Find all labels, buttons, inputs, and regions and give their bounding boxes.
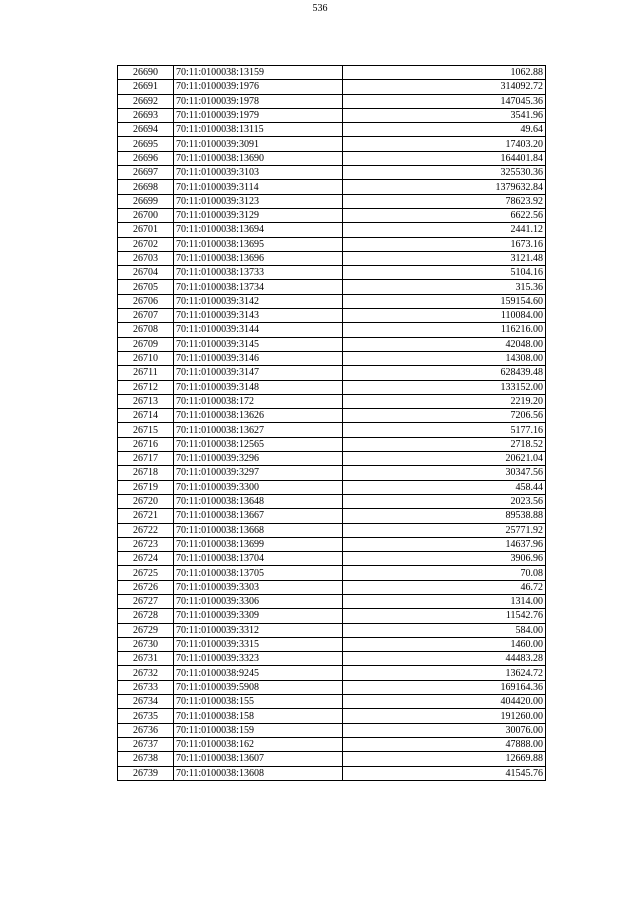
row-number: 26713 xyxy=(118,394,174,408)
row-number: 26700 xyxy=(118,208,174,222)
table-row xyxy=(118,480,546,494)
value-cell: 404420.00 xyxy=(343,695,546,709)
row-number: 26699 xyxy=(118,194,174,208)
value-cell: 2441.12 xyxy=(343,223,546,237)
row-number: 26726 xyxy=(118,580,174,594)
cadastral-number: 70:11:0100039:1979 xyxy=(174,108,343,122)
cadastral-number: 70:11:0100038:13695 xyxy=(174,237,343,251)
table-row xyxy=(118,752,546,766)
table-row xyxy=(118,666,546,680)
cadastral-number: 70:11:0100039:1976 xyxy=(174,80,343,94)
row-number: 26710 xyxy=(118,351,174,365)
cadastral-number: 70:11:0100039:3147 xyxy=(174,366,343,380)
cadastral-number: 70:11:0100039:3315 xyxy=(174,637,343,651)
value-cell: 147045.36 xyxy=(343,94,546,108)
cadastral-number: 70:11:0100038:13705 xyxy=(174,566,343,580)
page-number: 536 xyxy=(312,3,328,14)
table-row xyxy=(118,323,546,337)
value-cell: 11542.76 xyxy=(343,609,546,623)
cadastral-number: 70:11:0100039:1978 xyxy=(174,94,343,108)
row-number: 26731 xyxy=(118,652,174,666)
row-number: 26733 xyxy=(118,680,174,694)
table-row xyxy=(118,423,546,437)
row-number: 26718 xyxy=(118,466,174,480)
row-number: 26697 xyxy=(118,166,174,180)
value-cell: 159154.60 xyxy=(343,294,546,308)
table-row xyxy=(118,523,546,537)
table-row xyxy=(118,652,546,666)
table-row xyxy=(118,394,546,408)
value-cell: 3906.96 xyxy=(343,552,546,566)
table-row xyxy=(118,223,546,237)
value-cell: 89538.88 xyxy=(343,509,546,523)
row-number: 26711 xyxy=(118,366,174,380)
row-number: 26702 xyxy=(118,237,174,251)
value-cell: 325530.36 xyxy=(343,166,546,180)
table-row xyxy=(118,723,546,737)
table-row xyxy=(118,194,546,208)
cadastral-number: 70:11:0100038:155 xyxy=(174,695,343,709)
data-table xyxy=(117,65,546,781)
cadastral-number: 70:11:0100039:3129 xyxy=(174,208,343,222)
value-cell: 17403.20 xyxy=(343,137,546,151)
cadastral-number: 70:11:0100039:3296 xyxy=(174,452,343,466)
cadastral-number: 70:11:0100038:158 xyxy=(174,709,343,723)
table-row xyxy=(118,552,546,566)
table-row xyxy=(118,409,546,423)
cadastral-number: 70:11:0100039:3123 xyxy=(174,194,343,208)
value-cell: 1314.00 xyxy=(343,594,546,608)
value-cell: 25771.92 xyxy=(343,523,546,537)
table-row xyxy=(118,637,546,651)
cadastral-number: 70:11:0100039:3145 xyxy=(174,337,343,351)
value-cell: 169164.36 xyxy=(343,680,546,694)
cadastral-number: 70:11:0100038:13734 xyxy=(174,280,343,294)
value-cell: 5104.16 xyxy=(343,266,546,280)
cadastral-number: 70:11:0100039:3300 xyxy=(174,480,343,494)
value-cell: 1460.00 xyxy=(343,637,546,651)
value-cell: 2219.20 xyxy=(343,394,546,408)
row-number: 26729 xyxy=(118,623,174,637)
table-row xyxy=(118,466,546,480)
table-row xyxy=(118,366,546,380)
cadastral-number: 70:11:0100039:3146 xyxy=(174,351,343,365)
value-cell: 1673.16 xyxy=(343,237,546,251)
cadastral-number: 70:11:0100038:13733 xyxy=(174,266,343,280)
table-row xyxy=(118,280,546,294)
value-cell: 584.00 xyxy=(343,623,546,637)
table-row xyxy=(118,208,546,222)
row-number: 26709 xyxy=(118,337,174,351)
cadastral-number: 70:11:0100038:13626 xyxy=(174,409,343,423)
table-row xyxy=(118,94,546,108)
value-cell: 3541.96 xyxy=(343,108,546,122)
cadastral-number: 70:11:0100039:3297 xyxy=(174,466,343,480)
table-row xyxy=(118,594,546,608)
value-cell: 41545.76 xyxy=(343,766,546,780)
cadastral-number: 70:11:0100039:3143 xyxy=(174,309,343,323)
row-number: 26703 xyxy=(118,251,174,265)
row-number: 26715 xyxy=(118,423,174,437)
cadastral-number: 70:11:0100038:13667 xyxy=(174,509,343,523)
cadastral-number: 70:11:0100038:9245 xyxy=(174,666,343,680)
table-row xyxy=(118,680,546,694)
cadastral-number: 70:11:0100039:3103 xyxy=(174,166,343,180)
row-number: 26721 xyxy=(118,509,174,523)
row-number: 26732 xyxy=(118,666,174,680)
value-cell: 2718.52 xyxy=(343,437,546,451)
value-cell: 13624.72 xyxy=(343,666,546,680)
row-number: 26727 xyxy=(118,594,174,608)
value-cell: 1062.88 xyxy=(343,66,546,80)
cadastral-number: 70:11:0100039:3306 xyxy=(174,594,343,608)
row-number: 26720 xyxy=(118,494,174,508)
row-number: 26717 xyxy=(118,452,174,466)
cadastral-number: 70:11:0100039:3312 xyxy=(174,623,343,637)
table-row xyxy=(118,737,546,751)
row-number: 26723 xyxy=(118,537,174,551)
cadastral-number: 70:11:0100039:3091 xyxy=(174,137,343,151)
value-cell: 5177.16 xyxy=(343,423,546,437)
table-row xyxy=(118,623,546,637)
table-row xyxy=(118,609,546,623)
value-cell: 1379632.84 xyxy=(343,180,546,194)
cadastral-number: 70:11:0100038:172 xyxy=(174,394,343,408)
row-number: 26739 xyxy=(118,766,174,780)
value-cell: 315.36 xyxy=(343,280,546,294)
row-number: 26734 xyxy=(118,695,174,709)
value-cell: 49.64 xyxy=(343,123,546,137)
table-row xyxy=(118,509,546,523)
row-number: 26694 xyxy=(118,123,174,137)
value-cell: 458.44 xyxy=(343,480,546,494)
cadastral-number: 70:11:0100039:5908 xyxy=(174,680,343,694)
value-cell: 2023.56 xyxy=(343,494,546,508)
cadastral-number: 70:11:0100039:3114 xyxy=(174,180,343,194)
value-cell: 6622.56 xyxy=(343,208,546,222)
row-number: 26725 xyxy=(118,566,174,580)
row-number: 26704 xyxy=(118,266,174,280)
row-number: 26692 xyxy=(118,94,174,108)
cadastral-number: 70:11:0100038:13608 xyxy=(174,766,343,780)
value-cell: 42048.00 xyxy=(343,337,546,351)
cadastral-number: 70:11:0100039:3142 xyxy=(174,294,343,308)
row-number: 26736 xyxy=(118,723,174,737)
row-number: 26712 xyxy=(118,380,174,394)
cadastral-number: 70:11:0100038:13159 xyxy=(174,66,343,80)
table-row xyxy=(118,237,546,251)
value-cell: 314092.72 xyxy=(343,80,546,94)
table-row xyxy=(118,452,546,466)
cadastral-number: 70:11:0100038:13668 xyxy=(174,523,343,537)
row-number: 26714 xyxy=(118,409,174,423)
table-row xyxy=(118,166,546,180)
value-cell: 14308.00 xyxy=(343,351,546,365)
row-number: 26705 xyxy=(118,280,174,294)
row-number: 26701 xyxy=(118,223,174,237)
value-cell: 78623.92 xyxy=(343,194,546,208)
value-cell: 46.72 xyxy=(343,580,546,594)
cadastral-number: 70:11:0100038:12565 xyxy=(174,437,343,451)
value-cell: 20621.04 xyxy=(343,452,546,466)
table-row xyxy=(118,580,546,594)
value-cell: 12669.88 xyxy=(343,752,546,766)
row-number: 26695 xyxy=(118,137,174,151)
table-row xyxy=(118,709,546,723)
cadastral-number: 70:11:0100038:13690 xyxy=(174,151,343,165)
row-number: 26708 xyxy=(118,323,174,337)
value-cell: 7206.56 xyxy=(343,409,546,423)
cadastral-number: 70:11:0100038:13627 xyxy=(174,423,343,437)
value-cell: 116216.00 xyxy=(343,323,546,337)
table-row xyxy=(118,537,546,551)
row-number: 26691 xyxy=(118,80,174,94)
value-cell: 133152.00 xyxy=(343,380,546,394)
cadastral-number: 70:11:0100038:13607 xyxy=(174,752,343,766)
table-row xyxy=(118,309,546,323)
row-number: 26735 xyxy=(118,709,174,723)
row-number: 26738 xyxy=(118,752,174,766)
value-cell: 628439.48 xyxy=(343,366,546,380)
table-row xyxy=(118,251,546,265)
table-row xyxy=(118,351,546,365)
row-number: 26722 xyxy=(118,523,174,537)
row-number: 26730 xyxy=(118,637,174,651)
cadastral-number: 70:11:0100038:13699 xyxy=(174,537,343,551)
cadastral-number: 70:11:0100039:3309 xyxy=(174,609,343,623)
value-cell: 164401.84 xyxy=(343,151,546,165)
cadastral-number: 70:11:0100039:3323 xyxy=(174,652,343,666)
table-row xyxy=(118,123,546,137)
value-cell: 30076.00 xyxy=(343,723,546,737)
table-row xyxy=(118,766,546,780)
value-cell: 47888.00 xyxy=(343,737,546,751)
row-number: 26719 xyxy=(118,480,174,494)
table-row xyxy=(118,180,546,194)
cadastral-number: 70:11:0100038:13696 xyxy=(174,251,343,265)
table-row xyxy=(118,494,546,508)
table-row xyxy=(118,294,546,308)
value-cell: 110084.00 xyxy=(343,309,546,323)
cadastral-number: 70:11:0100038:13694 xyxy=(174,223,343,237)
table-row xyxy=(118,695,546,709)
cadastral-number: 70:11:0100038:162 xyxy=(174,737,343,751)
table-row xyxy=(118,151,546,165)
row-number: 26737 xyxy=(118,737,174,751)
value-cell: 44483.28 xyxy=(343,652,546,666)
table-row xyxy=(118,437,546,451)
value-cell: 30347.56 xyxy=(343,466,546,480)
row-number: 26690 xyxy=(118,66,174,80)
row-number: 26698 xyxy=(118,180,174,194)
row-number: 26728 xyxy=(118,609,174,623)
table-row xyxy=(118,80,546,94)
table-row xyxy=(118,380,546,394)
table-row xyxy=(118,566,546,580)
table-body xyxy=(118,66,546,781)
cadastral-number: 70:11:0100039:3303 xyxy=(174,580,343,594)
table-row xyxy=(118,137,546,151)
cadastral-number: 70:11:0100038:13115 xyxy=(174,123,343,137)
table-row xyxy=(118,108,546,122)
row-number: 26724 xyxy=(118,552,174,566)
value-cell: 70.08 xyxy=(343,566,546,580)
row-number: 26706 xyxy=(118,294,174,308)
cadastral-number: 70:11:0100038:159 xyxy=(174,723,343,737)
value-cell: 14637.96 xyxy=(343,537,546,551)
row-number: 26716 xyxy=(118,437,174,451)
row-number: 26693 xyxy=(118,108,174,122)
cadastral-number: 70:11:0100039:3144 xyxy=(174,323,343,337)
row-number: 26696 xyxy=(118,151,174,165)
row-number: 26707 xyxy=(118,309,174,323)
cadastral-number: 70:11:0100039:3148 xyxy=(174,380,343,394)
table-row xyxy=(118,266,546,280)
table-row xyxy=(118,337,546,351)
table-row xyxy=(118,66,546,80)
cadastral-number: 70:11:0100038:13648 xyxy=(174,494,343,508)
value-cell: 191260.00 xyxy=(343,709,546,723)
value-cell: 3121.48 xyxy=(343,251,546,265)
cadastral-number: 70:11:0100038:13704 xyxy=(174,552,343,566)
